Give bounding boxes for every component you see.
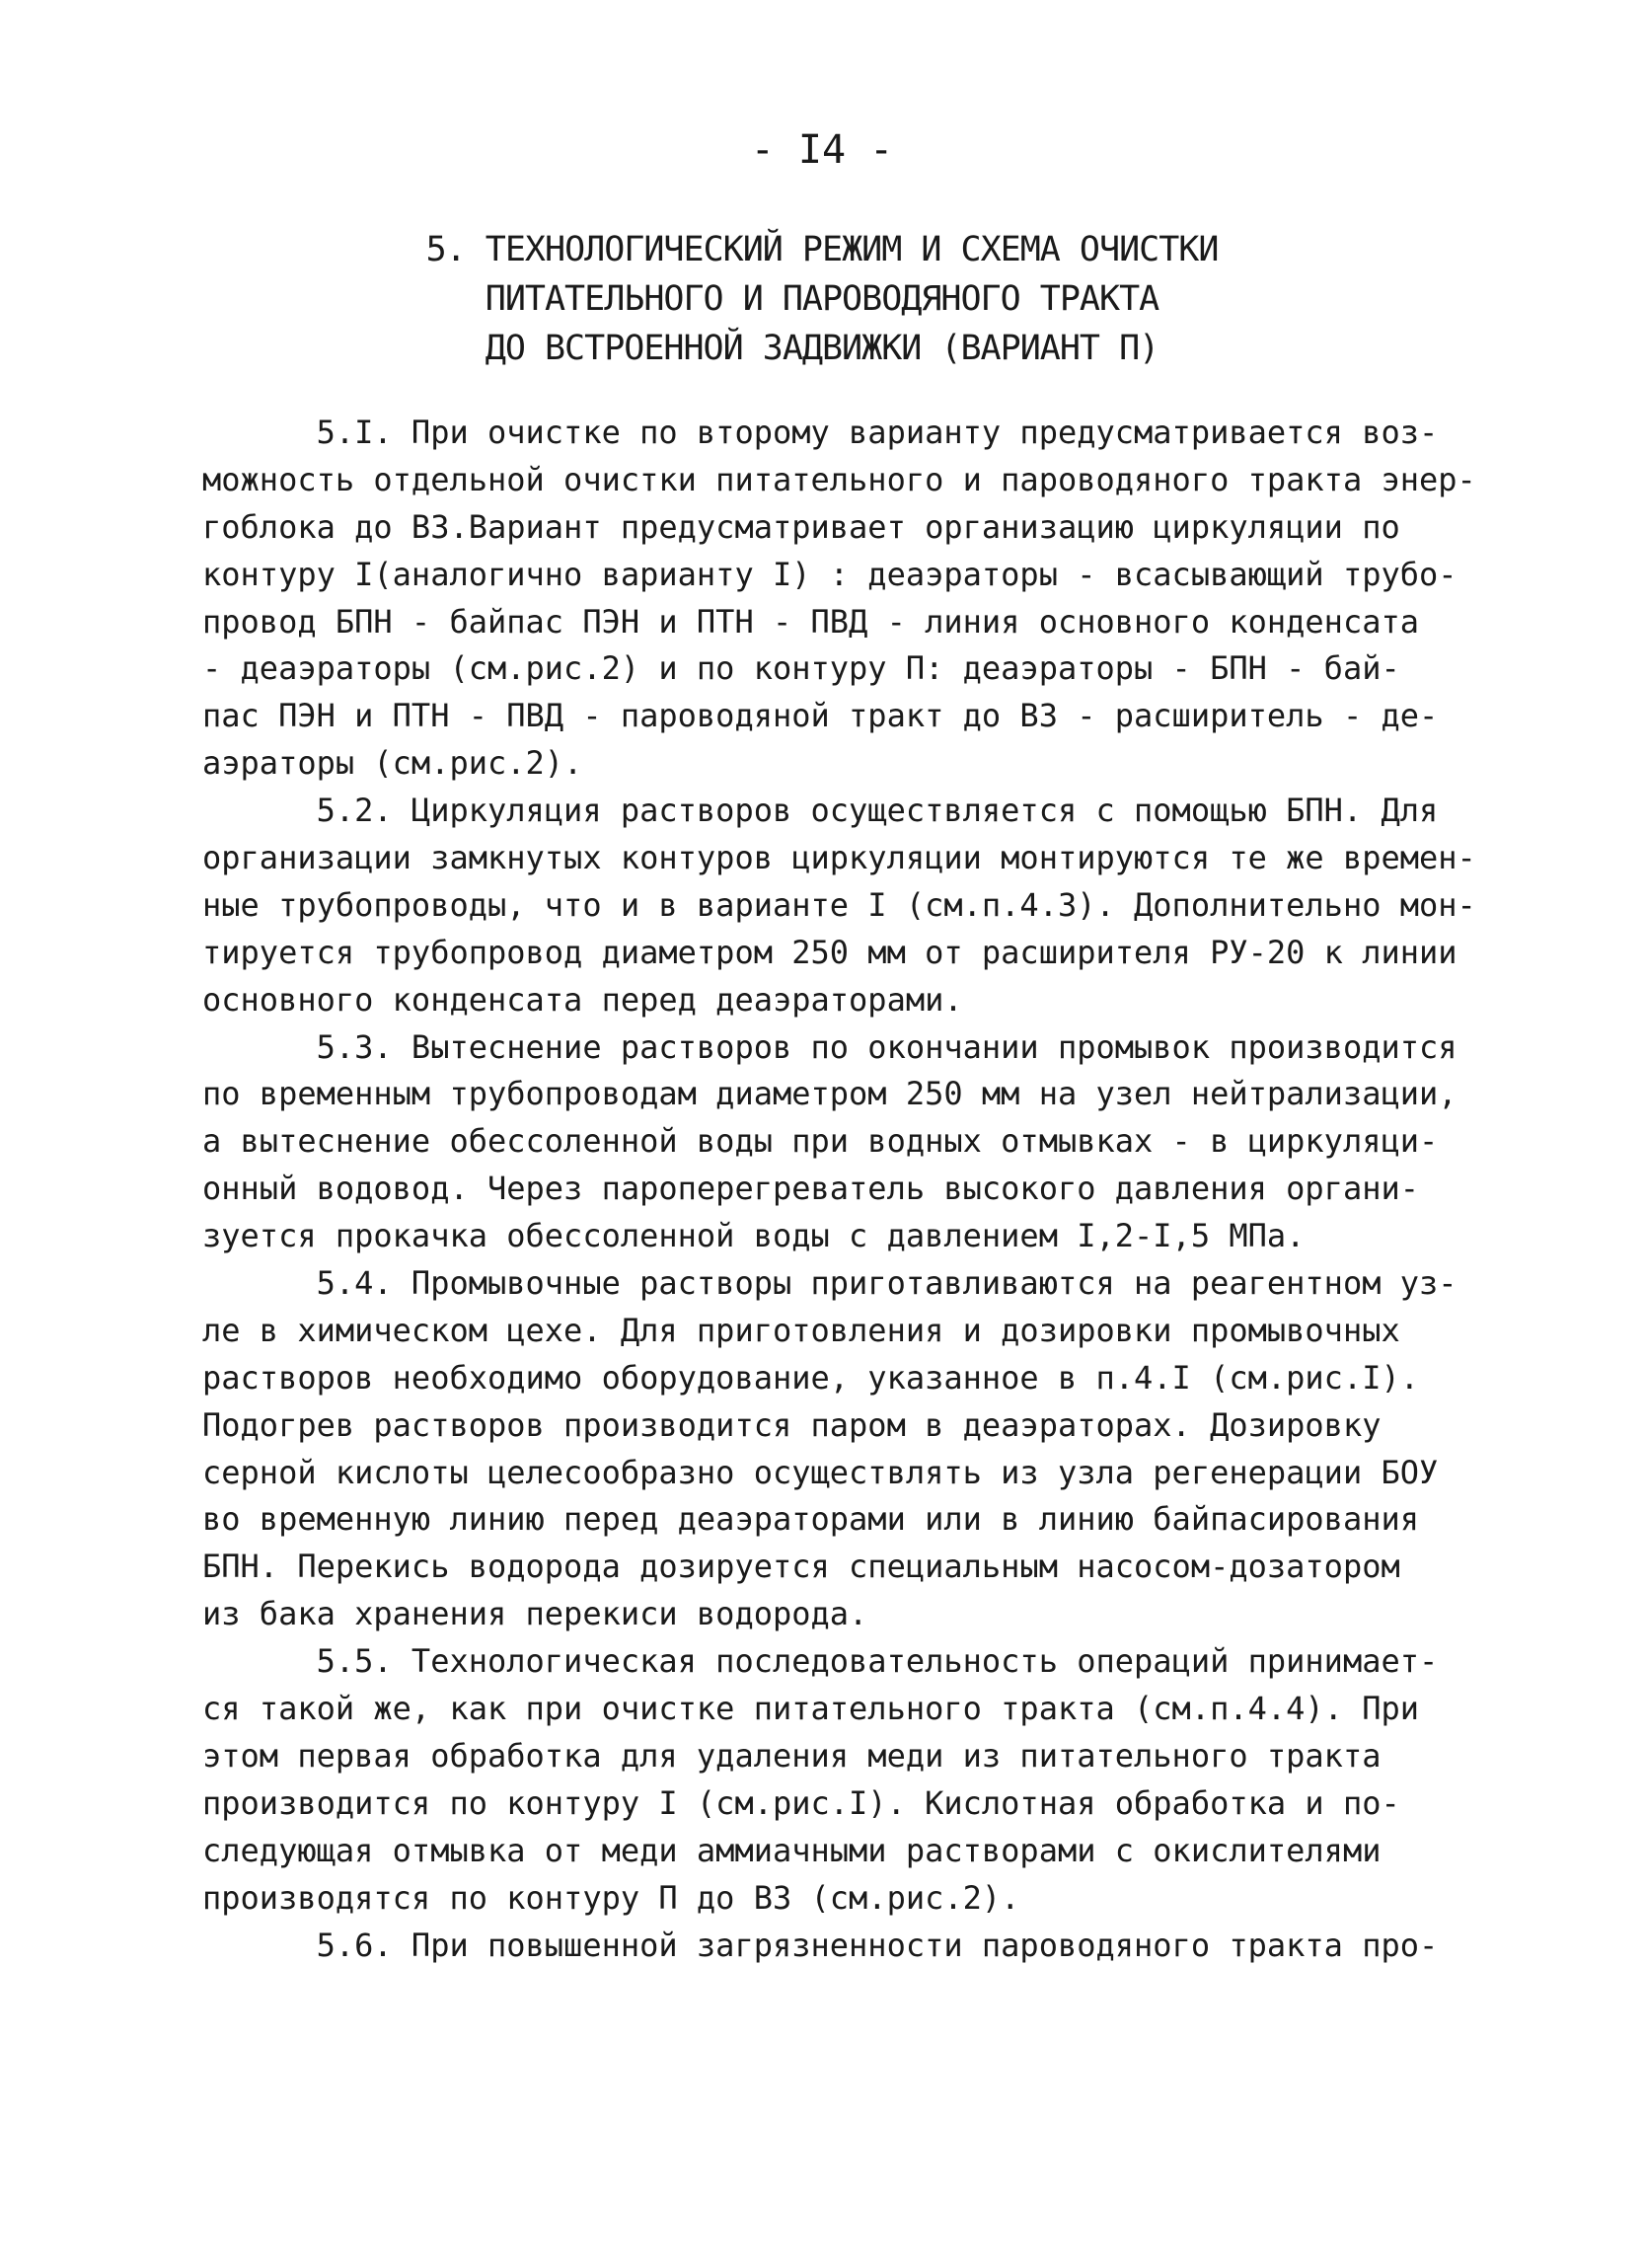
- text-line: серной кислоты целесообразно осуществлять из узла регенерации БОУ: [202, 1453, 1439, 1491]
- heading-line: ПИТАТЕЛЬНОГО И ПАРОВОДЯНОГО ТРАКТА: [485, 279, 1159, 319]
- text-line: 5.4. Промывочные растворы приготавливаются на реагентном уз-: [202, 1264, 1457, 1303]
- text-line: основного конденсата перед деаэраторами.: [202, 980, 963, 1019]
- text-line: растворов необходимо оборудование, указанное в п.4.I (см.рис.I).: [202, 1358, 1419, 1397]
- text-line: 5.2. Циркуляция растворов осуществляется с помощью БПН. Для: [202, 792, 1439, 830]
- text-line: ные трубопроводы, что и в варианте I (см.п.4.3). Дополнительно мон-: [202, 885, 1476, 924]
- text-line: 5.6. При повышенной загрязненности пароводяного тракта про-: [202, 1926, 1439, 1964]
- text-line: ся такой же, как при очистке питательного тракта (см.п.4.4). При: [202, 1690, 1419, 1728]
- text-line: производится по контуру I (см.рис.I). Кислотная обработка и по-: [202, 1783, 1400, 1822]
- text-line: 5.3. Вытеснение растворов по окончании промывок производится: [202, 1027, 1457, 1066]
- text-line: 5.5. Технологическая последовательность операций принимает-: [202, 1642, 1439, 1681]
- text-line: а вытеснение обессоленной воды при водных отмывках - в циркуляци-: [202, 1122, 1439, 1161]
- text-line: тируется трубопровод диаметром 250 мм от расширителя РУ-20 к линии: [202, 933, 1457, 971]
- text-line: пас ПЭН и ПТН - ПВД - пароводяной тракт до ВЗ - расширитель - де-: [202, 697, 1439, 735]
- text-line: организации замкнутых контуров циркуляции монтируются те же времен-: [202, 839, 1476, 877]
- text-line: 5.I. При очистке по второму варианту предусматривается воз-: [202, 414, 1439, 451]
- heading-line: 5. ТЕХНОЛОГИЧЕСКИЙ РЕЖИМ И СХЕМА ОЧИСТКИ: [425, 230, 1219, 269]
- text-line: этом первая обработка для удаления меди из питательного тракта: [202, 1736, 1382, 1775]
- text-line: БПН. Перекись водорода дозируется специальным насосом-дозатором: [202, 1548, 1400, 1586]
- text-line: - деаэраторы (см.рис.2) и по контуру П: деаэраторы - БПН - бай-: [202, 649, 1400, 688]
- text-line: во временную линию перед деаэраторами или в линию байпасирования: [202, 1500, 1419, 1539]
- text-line: следующая отмывка от меди аммиачными растворами с окислителями: [202, 1831, 1382, 1869]
- body-text: [202, 410, 1505, 1969]
- heading-line: ДО ВСТРОЕННОЙ ЗАДВИЖКИ (ВАРИАНТ П): [485, 329, 1159, 368]
- text-line: из бака хранения перекиси водорода.: [202, 1595, 868, 1633]
- text-line: провод БПН - байпас ПЭН и ПТН - ПВД - линия основного конденсата: [202, 602, 1419, 641]
- text-line: можность отдельной очистки питательного и пароводяного тракта энер-: [202, 460, 1476, 498]
- text-line: онный водовод. Через пароперегреватель высокого давления органи-: [202, 1170, 1419, 1208]
- text-line: контуру I(аналогично варианту I) : деаэраторы - всасывающий трубо-: [202, 555, 1457, 593]
- text-line: зуется прокачка обессоленной воды с давлением I,2-I,5 МПа.: [202, 1217, 1306, 1255]
- section-heading: [0, 225, 1644, 373]
- text-line: гоблока до ВЗ.Вариант предусматривает организацию циркуляции по: [202, 507, 1400, 546]
- text-line: по временным трубопроводам диаметром 250 мм на узел нейтрализации,: [202, 1075, 1457, 1113]
- text-line: ле в химическом цехе. Для приготовления и дозировки промывочных: [202, 1311, 1400, 1349]
- page-number: - I4 -: [750, 127, 894, 173]
- text-line: аэраторы (см.рис.2).: [202, 744, 583, 783]
- text-line: производятся по контуру П до ВЗ (см.рис.2).: [202, 1878, 1020, 1917]
- text-line: Подогрев растворов производится паром в деаэраторах. Дозировку: [202, 1405, 1382, 1444]
